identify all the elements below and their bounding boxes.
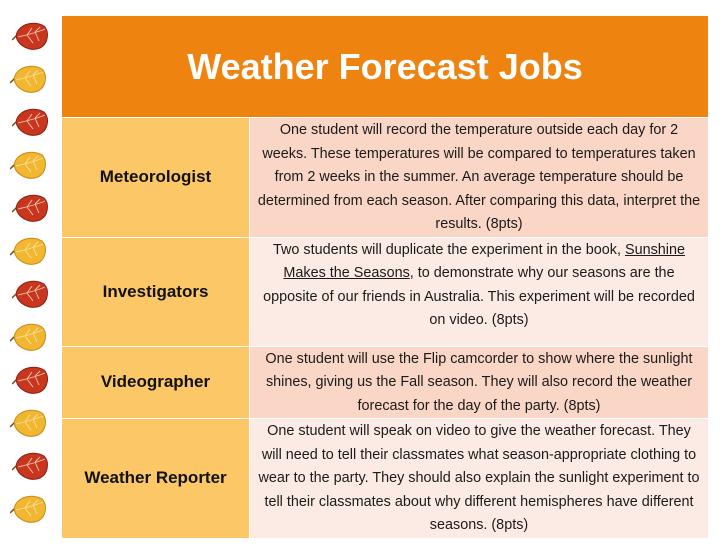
autumn-leaf-icon <box>10 321 50 353</box>
job-description <box>250 237 709 346</box>
forecast-jobs-table <box>62 16 708 538</box>
autumn-leaf-icon <box>12 450 52 482</box>
job-description: One student will speak on video to give the weather forecast. They will need to tell their classmates what season-appropriate clothing to wear to the party. They should also explain the sunlight experiment to tell their classmates about why different hemispheres have different seasons. (8pts) <box>250 419 709 538</box>
table-row <box>62 237 708 346</box>
table-row <box>62 419 708 538</box>
job-description: One student will use the Flip camcorder to show where the sunlight shines, giving us the Fall season. They will also record the weather forecast for the day of the party. (8pts) <box>250 346 709 419</box>
role-investigators: Investigators <box>62 237 250 346</box>
slide-title: Weather Forecast Jobs <box>62 16 708 118</box>
role-weather-reporter: Weather Reporter <box>62 419 250 538</box>
job-description: One student will record the temperature outside each day for 2 weeks. These temperatures will be compared to temperatures taken from 2 weeks in the summer. An average temperature should be determined from each season. After comparing this data, interpret the results. (8pts) <box>250 118 709 238</box>
description-text: Two students will duplicate the experiment in the book, <box>273 241 625 258</box>
description-text: , to demonstrate why our seasons are the opposite of our friends in Australia. This experiment will be recorded on video. (8pts) <box>263 265 695 328</box>
autumn-leaf-icon <box>10 407 50 439</box>
role-videographer: Videographer <box>62 346 250 419</box>
autumn-leaf-icon <box>12 192 52 224</box>
book-title-link[interactable]: Sunshine Makes the Seasons <box>283 241 685 281</box>
table-row <box>62 346 708 419</box>
autumn-leaf-icon <box>10 235 50 267</box>
autumn-leaf-icon <box>10 63 50 95</box>
autumn-leaf-icon <box>12 278 52 310</box>
autumn-leaf-border <box>0 0 58 546</box>
autumn-leaf-icon <box>12 20 52 52</box>
autumn-leaf-icon <box>12 364 52 396</box>
table-row <box>62 118 708 238</box>
role-meteorologist: Meteorologist <box>62 118 250 238</box>
autumn-leaf-icon <box>10 149 50 181</box>
autumn-leaf-icon <box>10 493 50 525</box>
autumn-leaf-icon <box>12 106 52 138</box>
